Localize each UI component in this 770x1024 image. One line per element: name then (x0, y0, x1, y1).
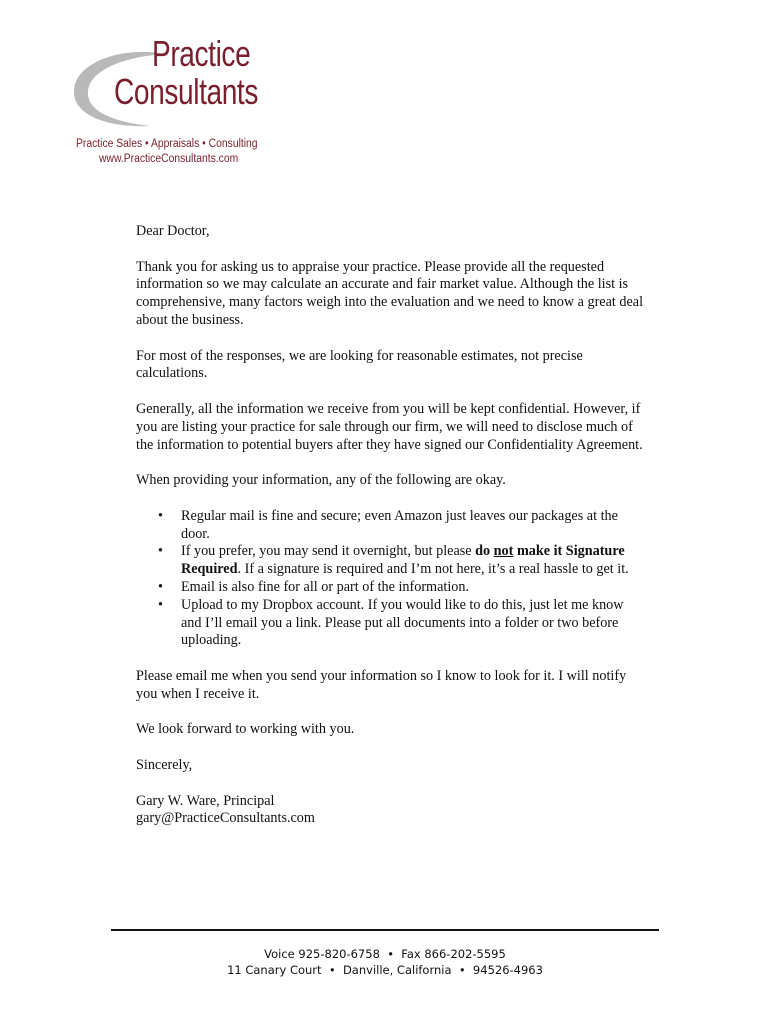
salutation: Dear Doctor, (136, 223, 210, 239)
bullet-icon: • (158, 596, 163, 613)
list-item-mail (136, 508, 646, 544)
paragraph-options-intro: When providing your information, any of the following are okay. (136, 472, 506, 489)
signer-email: gary@PracticeConsultants.com (136, 810, 315, 827)
list-item-bold-not: not (493, 543, 514, 560)
footer-divider (111, 929, 659, 931)
footer-phone-fax: Voice 925-820-6758 • Fax 866-202-5595 (264, 947, 506, 961)
footer-address: 11 Canary Court • Danville, California • 94526-4963 (227, 963, 543, 977)
footer-contact (111, 946, 659, 978)
list-item-bold-do: do (475, 543, 494, 560)
paragraph-appraisal: Thank you for asking us to appraise your practice. Please provide all the requested information so we may calculate an accurate and fair market value. Although the list is comprehensive, many factors weigh into the evaluation and we need to know a great deal about the business. (136, 258, 644, 328)
paragraph-confidential: Generally, all the information we receive from you will be kept confidential. However, if you are listing your practice for sale through our firm, we will need to disclose much of the information to potential buyers after they have signed our Confidentiality Agreement. (136, 400, 643, 453)
bullet-icon: • (158, 578, 163, 595)
list-item-text: Upload to my Dropbox account. If you would like to do this, just let me know and I’ll email you a link. Please put all documents into a folder or two before uploading. (181, 596, 624, 649)
bullet-icon: • (158, 543, 163, 560)
closing: Sincerely, (136, 756, 193, 773)
delivery-options-list (136, 508, 646, 650)
logo-line-practice: Practice (152, 33, 251, 74)
list-item-overnight (136, 543, 646, 579)
company-logo (70, 33, 290, 171)
list-item-text: Email is also fine for all or part of the information. (181, 578, 470, 595)
list-item-text-pre: If you prefer, you may send it overnight, but please (181, 543, 476, 560)
paragraph-estimates: For most of the responses, we are looking for reasonable estimates, not precise calculations. (136, 347, 583, 382)
bullet-icon: • (158, 507, 163, 524)
paragraph-forward: We look forward to working with you. (136, 721, 355, 738)
signer-name: Gary W. Ware, Principal (136, 792, 275, 809)
letter-body (136, 223, 646, 828)
list-item-email (136, 579, 646, 597)
logo-line-consultants: Consultants (114, 71, 258, 112)
list-item-dropbox (136, 597, 646, 650)
list-item-bold-signature: make it Signature Required (181, 543, 625, 578)
logo-tagline: Practice Sales • Appraisals • Consulting (76, 138, 258, 150)
list-item-text: Regular mail is fine and secure; even Amazon just leaves our packages at the door. (181, 507, 618, 542)
paragraph-notify: Please email me when you send your information so I know to look for it. I will notify you when I receive it. (136, 667, 627, 702)
logo-website: www.PracticeConsultants.com (99, 153, 239, 165)
list-item-text-post: . If a signature is required and I’m not here, it’s a real hassle to get it. (237, 561, 629, 578)
